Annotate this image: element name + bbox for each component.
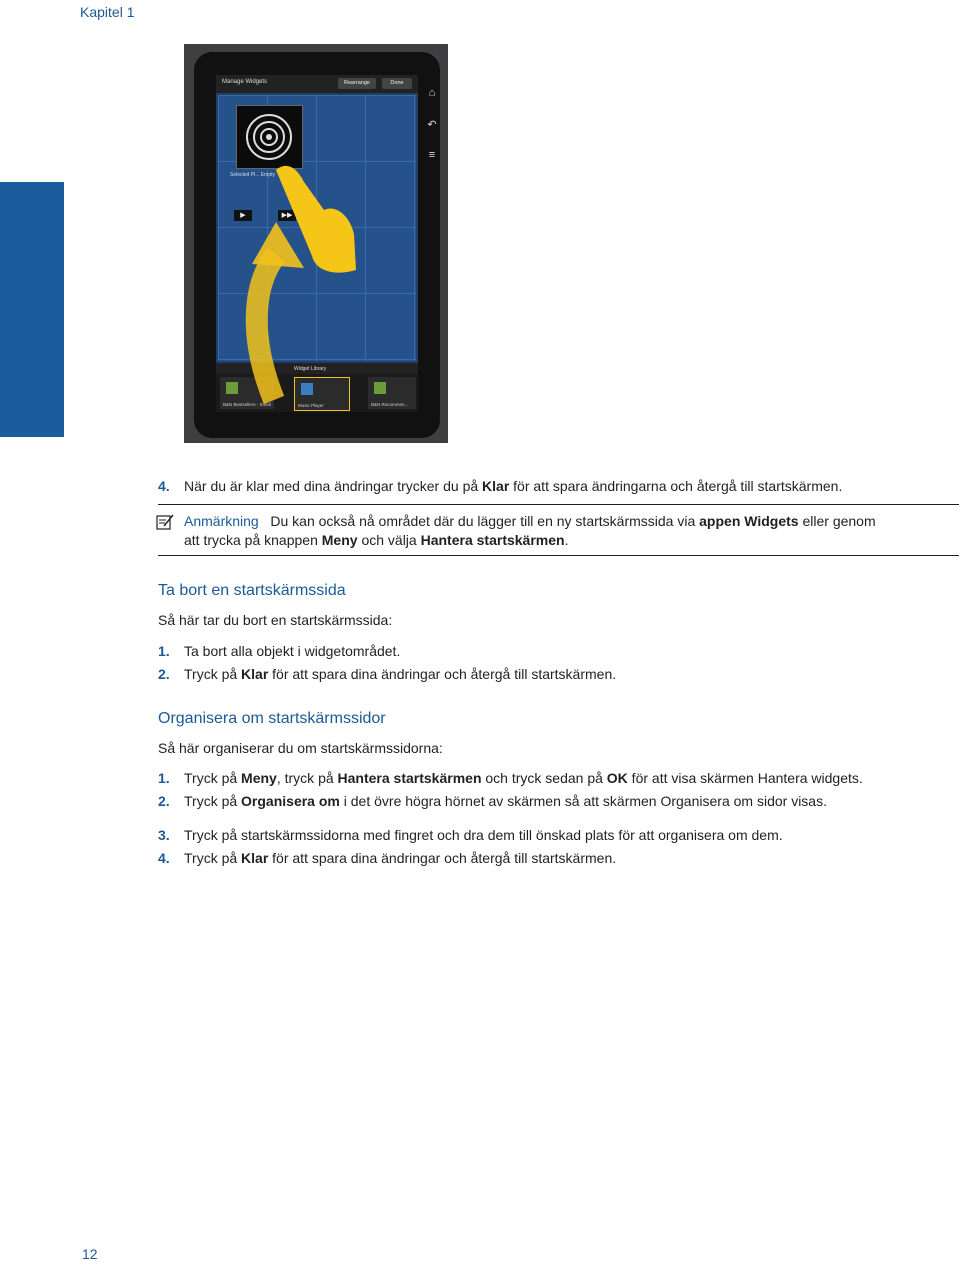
screen-topbar: [216, 75, 418, 93]
note-line-2: att trycka på knappen Meny och välja Hantera startskärmen.: [184, 532, 569, 548]
widget-library-label: Widget Library: [294, 366, 327, 372]
note-rule-bottom: [158, 555, 959, 556]
section-heading: Ta bort en startskärmssida: [158, 582, 346, 599]
screen-title: Manage Widgets: [222, 79, 268, 85]
page-number: 12: [82, 1246, 98, 1262]
step-number: 3.: [158, 827, 170, 843]
note-line-1: Anmärkning Du kan också nå området där du lägger till en ny startskärmssida via appen Widgets eller genom: [184, 513, 876, 529]
note-rule-top: [158, 504, 959, 505]
drag-arrow-icon: [257, 255, 276, 400]
rearrange-button[interactable]: Rearrange: [338, 78, 376, 89]
step-number: 2.: [158, 793, 170, 809]
selected-label: Selected Pl... Empty: [230, 172, 276, 178]
step-text: Tryck på Meny, tryck på Hantera startskärmen och tryck sedan på OK för att visa skärmen Hantera widgets.: [184, 770, 863, 786]
step-number: 4.: [158, 850, 170, 866]
back-icon[interactable]: ↶: [427, 119, 437, 131]
drag-gesture-illustration: [216, 160, 356, 410]
step-number: 2.: [158, 666, 170, 682]
library-thumb[interactable]: [368, 377, 416, 409]
step-text: När du är klar med dina ändringar trycker du på Klar för att spara ändringarna och återgå till startskärmen.: [184, 478, 843, 494]
note-label: Anmärkning: [184, 513, 259, 529]
thumb-label: Music Player: [298, 403, 324, 408]
step-number: 1.: [158, 643, 170, 659]
note-icon: [156, 513, 174, 531]
book-icon: [374, 382, 386, 394]
step-text: Tryck på startskärmssidorna med fingret och dra dem till önskad plats för att organisera om dem.: [184, 827, 783, 843]
disc-icon: [237, 106, 302, 168]
section-intro: Så här tar du bort en startskärmssida:: [158, 612, 393, 628]
arrow-head-icon: [252, 222, 304, 268]
thumb-label: B&N Recommen...: [371, 402, 409, 407]
step-text: Ta bort alla objekt i widgetområdet.: [184, 643, 401, 659]
done-button[interactable]: Done: [382, 78, 412, 89]
play-icon[interactable]: ▶: [234, 210, 252, 221]
step-text: Tryck på Klar för att spara dina ändringar och återgå till startskärmen.: [184, 850, 617, 866]
step-number: 4.: [158, 478, 170, 494]
thumb-label: B&N Bestsellers - Small: [223, 402, 271, 407]
step-text: Tryck på Organisera om i det övre högra hörnet av skärmen så att skärmen Organisera om sidor visas.: [184, 793, 827, 809]
menu-icon[interactable]: ≡: [428, 149, 436, 161]
chapter-tab: [0, 182, 64, 437]
step-number: 1.: [158, 770, 170, 786]
section-intro: Så här organiserar du om startskärmssidorna:: [158, 740, 443, 756]
section-heading: Organisera om startskärmssidor: [158, 710, 386, 727]
step-text: Tryck på Klar för att spara dina ändringar och återgå till startskärmen.: [184, 666, 617, 682]
home-icon[interactable]: ⌂: [428, 87, 436, 99]
next-icon[interactable]: ▶▶: [278, 210, 296, 221]
chapter-header: Kapitel 1: [80, 4, 135, 20]
